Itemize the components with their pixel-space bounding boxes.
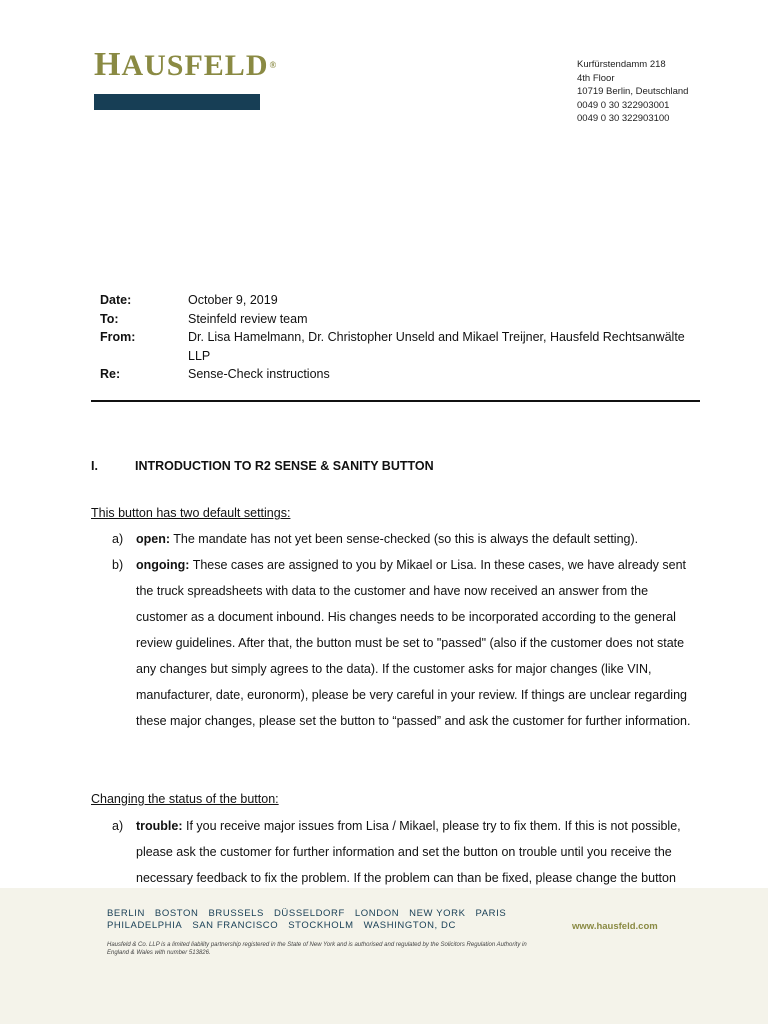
city: WASHINGTON, DC (363, 920, 456, 931)
defaults-list (112, 526, 702, 734)
date-value: October 9, 2019 (188, 293, 278, 307)
to-label: To: (100, 311, 119, 326)
from-value: Dr. Lisa Hamelmann, Dr. Christopher Unseld and Mikael Treijner, Hausfeld Rechtsanwälte LLP (188, 330, 685, 363)
fax-line: 0049 0 30 322903100 (577, 113, 670, 124)
city: BRUSSELS (208, 908, 264, 919)
term-description: The mandate has not yet been sense-checked (so this is always the default setting). (170, 532, 639, 546)
list-marker: a) (112, 819, 124, 833)
term: open: (136, 532, 171, 546)
cities-row-2 (107, 920, 516, 932)
defaults-heading: This button has two default settings: (91, 506, 291, 520)
section-title: INTRODUCTION TO R2 SENSE & SANITY BUTTON (135, 459, 434, 473)
term-description: These cases are assigned to you by Mikael or Lisa. In these cases, we have already sent the truck spreadsheets with data to the customer and have now received an answer from the customer as a document inbound. His changes needs to be incorporated according to the general review guidelines. After that, the button must be set to "passed" (also if the customer does not state any changes but simply agrees to the data). If the customer asks for major changes (like VIN, manufacturer, date, euronorm), please be very careful in your review. If things are unclear regarding these major changes, please set the button to “passed” and ask the customer for further information. (136, 558, 691, 728)
to-value: Steinfeld review team (188, 311, 308, 326)
cities-row-1 (107, 908, 516, 920)
memo-date-row (100, 291, 710, 310)
address-line: 10719 Berlin, Deutschland (577, 86, 689, 97)
website-link[interactable]: www.hausfeld.com (572, 921, 658, 932)
list-marker: b) (112, 558, 124, 572)
city: BERLIN (107, 908, 145, 919)
re-label: Re: (100, 367, 121, 381)
city: BOSTON (154, 908, 199, 919)
re-value: Sense-Check instructions (188, 367, 330, 381)
from-label: From: (100, 330, 136, 344)
date-label: Date: (100, 293, 132, 307)
term: ongoing: (136, 558, 190, 572)
logo-bar (94, 94, 260, 110)
city: DÜSSELDORF (273, 908, 345, 919)
memo-re-row (100, 365, 710, 384)
list-item (112, 552, 702, 734)
list-text (136, 526, 702, 552)
list-text (136, 813, 702, 891)
city: NEW YORK (409, 908, 466, 919)
memo-from-row (100, 328, 710, 365)
page-footer (0, 888, 768, 1024)
address-line: 4th Floor (577, 72, 615, 84)
changing-list (112, 813, 702, 891)
hausfeld-logo (94, 46, 278, 83)
list-item (112, 813, 702, 891)
changing-heading: Changing the status of the button: (91, 792, 279, 806)
list-item (112, 526, 702, 552)
legal-notice: Hausfeld & Co. LLP is a limited liability partnership registered in the State of New York and is authorised and regulated by the Solicitors Regulation Authority in England & Wales with number 513826. (107, 942, 527, 956)
logo-wordmark: HAUSFELD® (94, 46, 278, 83)
city: STOCKHOLM (288, 920, 354, 931)
city: LONDON (354, 908, 400, 919)
list-marker: a) (112, 532, 124, 546)
address-line: Kurfürstendamm 218 (577, 59, 666, 70)
section-number: I. (91, 459, 98, 473)
term-description: If you receive major issues from Lisa / Mikael, please try to fix them. If this is not possible, please ask the customer for further information and set the button on trouble until you receive the necessary feedback to fix the problem. If the problem can than be fixed, please change the button (136, 819, 681, 885)
term: trouble: (136, 819, 183, 833)
memo-header (100, 291, 710, 384)
list-text (136, 552, 702, 734)
memo-to-row (100, 310, 710, 329)
city: SAN FRANCISCO (192, 920, 279, 931)
phone-line: 0049 0 30 322903001 (577, 99, 670, 111)
city: PHILADELPHIA (107, 920, 183, 931)
section-heading (91, 459, 434, 473)
office-cities (107, 908, 516, 932)
office-address (577, 58, 688, 126)
header-divider (91, 400, 700, 402)
city: PARIS (475, 908, 507, 919)
